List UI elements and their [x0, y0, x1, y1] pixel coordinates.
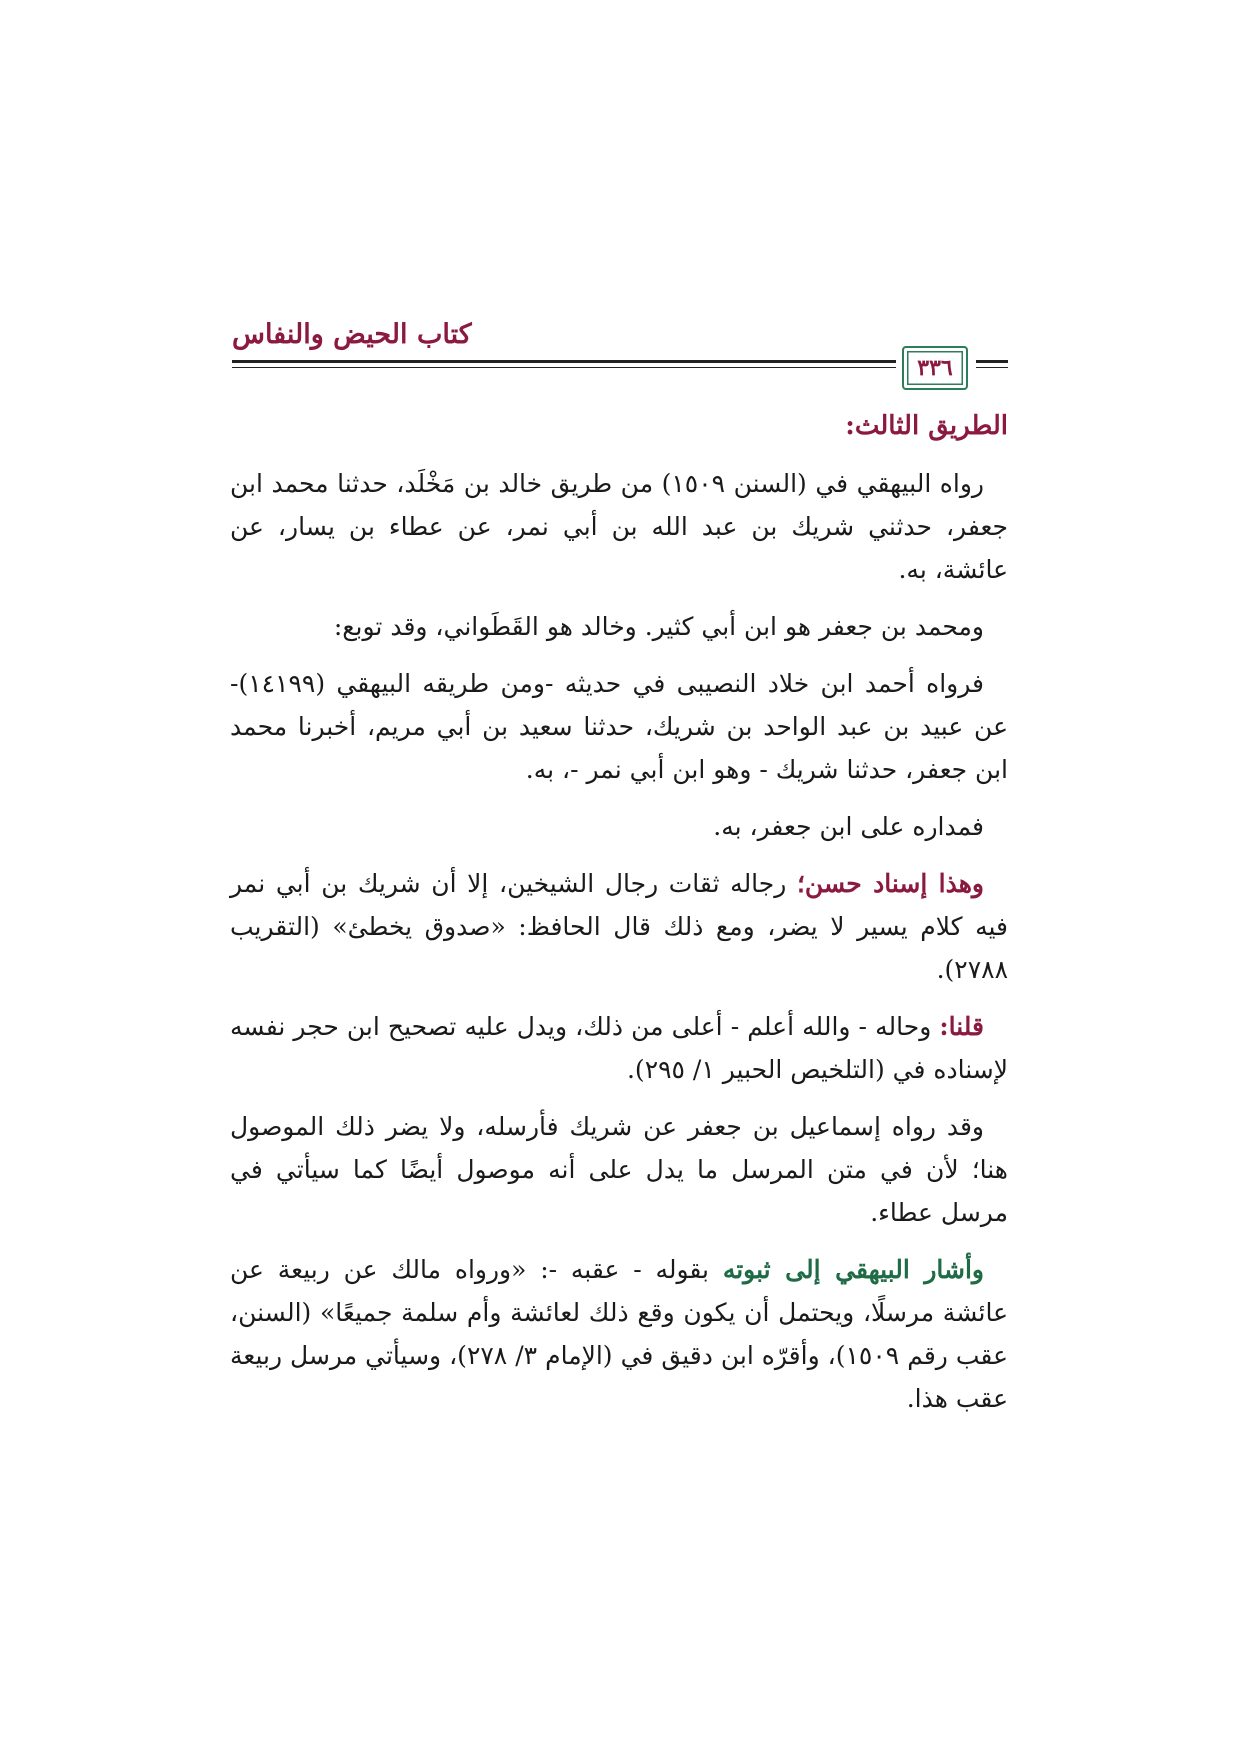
section-title: الطريق الثالث: [845, 411, 1008, 441]
bayhaqi-note: وأشار البيهقي إلى ثبوته [722, 1255, 984, 1284]
paragraph-8 [230, 1248, 1008, 1420]
paragraph-6 [230, 1005, 1008, 1091]
page-header [232, 318, 1008, 390]
header-rule-thin [232, 367, 1008, 368]
book-title: كتاب الحيض والنفاس [232, 319, 472, 350]
paragraph-2: ومحمد بن جعفر هو ابن أبي كثير. وخالد هو القَطَواني، وقد توبع: [333, 612, 984, 641]
paragraph-5 [230, 862, 1008, 991]
paragraph-4: فمداره على ابن جعفر، به. [713, 812, 984, 841]
main-text [230, 405, 1008, 1434]
qulna-label: قلنا: [939, 1012, 984, 1041]
paragraph-6-text: وحاله - والله أعلم - أعلى من ذلك، ويدل عليه تصحيح ابن حجر نفسه لإسناده في (التلخيص الحبير ١/ ٢٩٥). [230, 1012, 1008, 1084]
paragraph-5-text: رجاله ثقات رجال الشيخين، إلا أن شريك بن أبي نمر فيه كلام يسير لا يضر، ومع ذلك قال الحافظ: «صدوق يخطئ» (التقريب ٢٧٨٨). [230, 869, 1008, 984]
paragraph-8-text: بقوله - عقبه -: «ورواه مالك عن ربيعة عن عائشة مرسلًا، ويحتمل أن يكون وقع ذلك لعائشة وأم سلمة جميعًا» (السنن، عقب رقم ١٥٠٩)، وأقرّه ابن دقيق في (الإمام ٣/ ٢٧٨)، وسيأتي مرسل ربيعة عقب هذا. [230, 1255, 1008, 1413]
header-rule-thick [232, 360, 1008, 363]
paragraph-3: فرواه أحمد ابن خلاد النصيبى في حديثه -ومن طريقه البيهقي (١٤١٩٩)- عن عبيد بن عبد الواحد بن شريك، حدثنا سعيد بن أبي مريم، أخبرنا محمد ابن جعفر، حدثنا شريك - وهو ابن أبي نمر -، به. [230, 669, 1008, 784]
page-number-badge [902, 346, 968, 390]
paragraph-1: رواه البيهقي في (السنن ١٥٠٩) من طريق خالد بن مَخْلَد، حدثنا محمد ابن جعفر، حدثني شريك بن عبد الله بن أبي نمر، عن عطاء بن يسار، عن عائشة، به. [230, 469, 1008, 584]
page-number: ٣٣٦ [917, 355, 953, 381]
paragraph-7: وقد رواه إسماعيل بن جعفر عن شريك فأرسله، ولا يضر ذلك الموصول هنا؛ لأن في متن المرسل ما يدل على أنه موصول أيضًا كما سيأتي في مرسل عطاء. [230, 1112, 1008, 1227]
isnad-judgement: وهذا إسناد حسن؛ [796, 869, 984, 898]
